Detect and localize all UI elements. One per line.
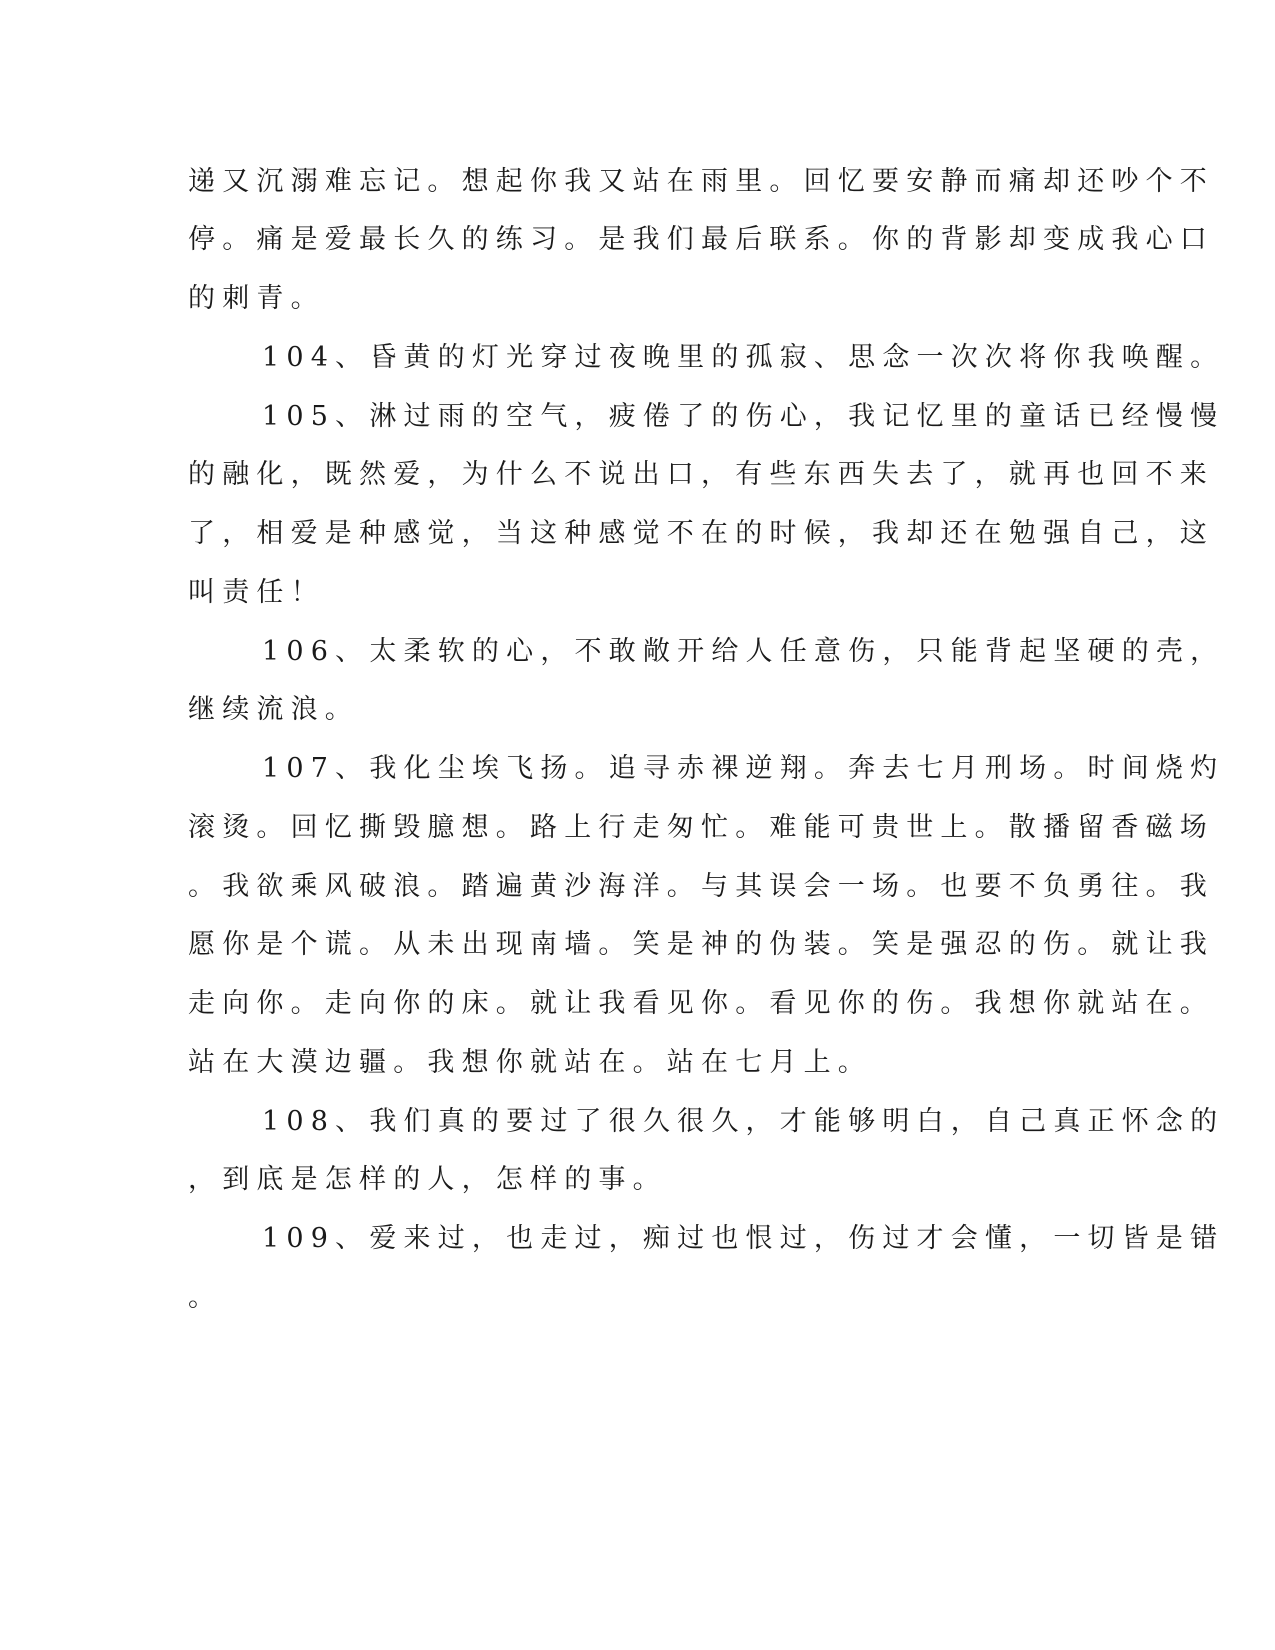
text-line: [0, 514, 1275, 574]
line-text: 108、我们真的要过了很久很久，才能够明白，自己真正怀念的: [262, 1106, 1225, 1137]
text-line: [0, 690, 1275, 750]
line-text: 站在大漠边疆。我想你就站在。站在七月上。: [188, 1047, 872, 1078]
line-text: 。我欲乘风破浪。踏遍黄沙海洋。与其误会一场。也要不负勇往。我: [188, 871, 1214, 902]
line-text: 的刺青。: [188, 283, 325, 314]
text-line: [0, 455, 1275, 515]
line-text: 107、我化尘埃飞扬。追寻赤裸逆翔。奔去七月刑场。时间烧灼: [262, 753, 1225, 784]
line-text: 递又沉溺难忘记。想起你我又站在雨里。回忆要安静而痛却还吵个不: [188, 166, 1214, 197]
text-line: [0, 925, 1275, 985]
paragraph-107: [0, 749, 1275, 809]
line-text: 109、爱来过，也走过，痴过也恨过，伤过才会懂，一切皆是错: [262, 1223, 1225, 1254]
paragraph-104: [0, 338, 1275, 398]
text-line: [0, 573, 1275, 633]
line-text: 继续流浪。: [188, 694, 359, 725]
line-text: 愿你是个谎。从未出现南墙。笑是神的伪装。笑是强忍的伤。就让我: [188, 929, 1214, 960]
line-text: 叫责任！: [188, 577, 325, 608]
text-line: [0, 1160, 1275, 1220]
text-line: [0, 220, 1275, 280]
line-text: 了，相爱是种感觉，当这种感觉不在的时候，我却还在勉强自己，这: [188, 518, 1214, 549]
line-text: 走向你。走向你的床。就让我看见你。看见你的伤。我想你就站在。: [188, 988, 1214, 1019]
line-text: 106、太柔软的心，不敢敞开给人任意伤，只能背起坚硬的壳，: [262, 636, 1225, 667]
text-line: [0, 1043, 1275, 1103]
paragraph-105: [0, 397, 1275, 457]
line-text: 滚烫。回忆撕毁臆想。路上行走匆忙。难能可贵世上。散播留香磁场: [188, 812, 1214, 843]
text-line: [0, 279, 1275, 339]
line-text: 105、淋过雨的空气，疲倦了的伤心，我记忆里的童话已经慢慢: [262, 401, 1225, 432]
paragraph-108: [0, 1102, 1275, 1162]
line-text: 的融化，既然爱，为什么不说出口，有些东西失去了，就再也回不来: [188, 459, 1214, 490]
text-line: [0, 162, 1275, 222]
line-text: 。: [188, 1282, 223, 1313]
line-text: 停。痛是爱最长久的练习。是我们最后联系。你的背影却变成我心口: [188, 224, 1214, 255]
line-text: 104、昏黄的灯光穿过夜晚里的孤寂、思念一次次将你我唤醒。: [262, 342, 1225, 373]
paragraph-109: [0, 1219, 1275, 1279]
paragraph-106: [0, 632, 1275, 692]
text-line: [0, 1278, 1275, 1338]
line-text: ，到底是怎样的人，怎样的事。: [188, 1164, 667, 1195]
text-line: [0, 867, 1275, 927]
text-line: [0, 984, 1275, 1044]
text-line: [0, 808, 1275, 868]
